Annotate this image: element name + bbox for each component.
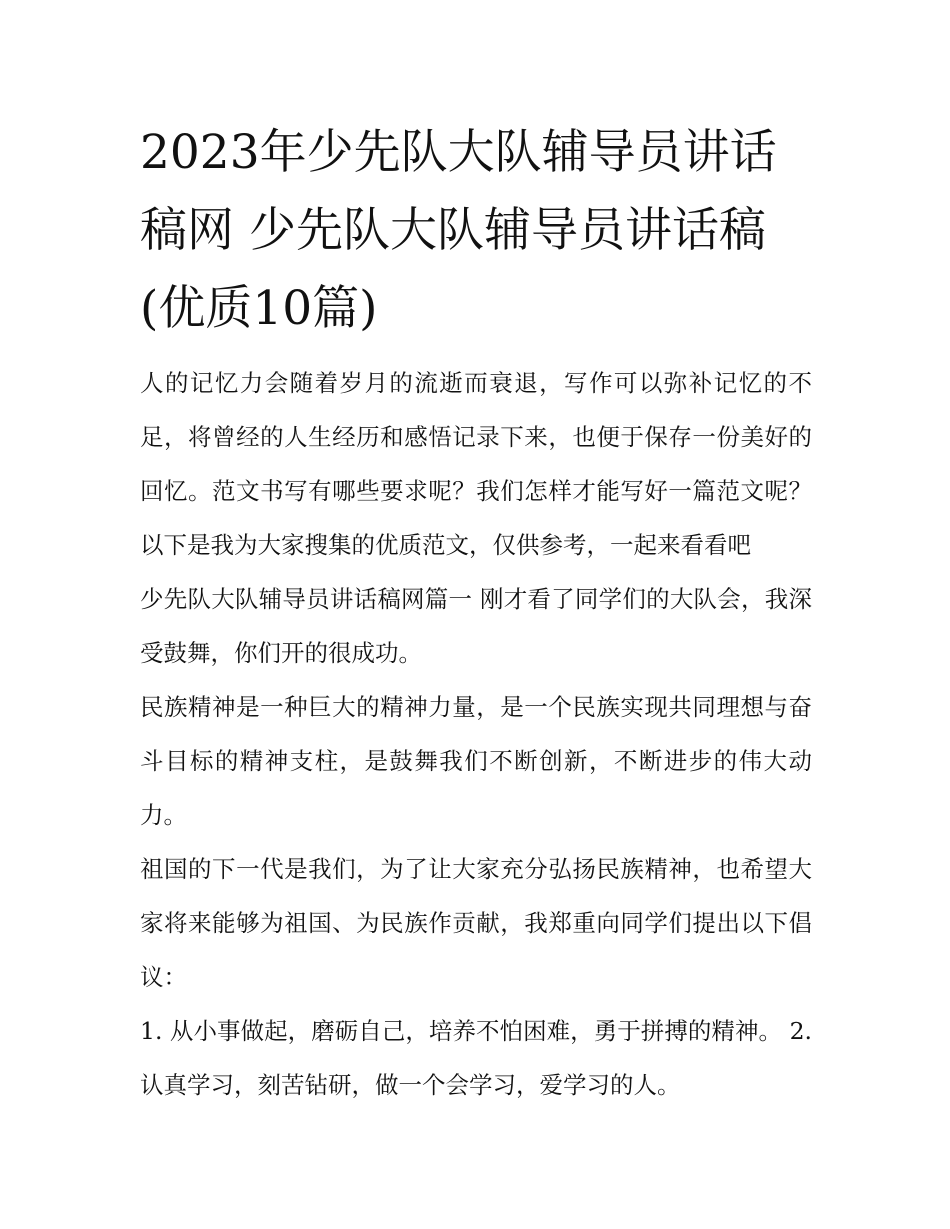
paragraph-proposal: 祖国的下一代是我们，为了让大家充分弘扬民族精神，也希望大家将来能够为祖国、为民族作贡献，我郑重向同学们提出以下倡议：: [140, 855, 812, 991]
document-title: 2023年少先队大队辅导员讲话稿网 少先队大队辅导员讲话稿(优质10篇): [140, 125, 777, 336]
paragraph-national-spirit: 民族精神是一种巨大的精神力量，是一个民族实现共同理想与奋斗目标的精神支柱，是鼓舞我们不断创新，不断进步的伟大动力。: [140, 693, 812, 829]
paragraph-intro: 人的记忆力会随着岁月的流逝而衰退，写作可以弥补记忆的不足，将曾经的人生经历和感悟记录下来，也便于保存一份美好的回忆。范文书写有哪些要求呢？我们怎样才能写好一篇范文呢？以下是我为大家搜集的优质范文，仅供参考，一起来看看吧: [140, 369, 812, 559]
paragraph-proposal-items: 1. 从小事做起，磨砺自己，培养不怕困难，勇于拼搏的精神。 2. 认真学习，刻苦钻研，做一个会学习，爱学习的人。: [140, 1017, 812, 1099]
paragraph-section-one: 少先队大队辅导员讲话稿网篇一 刚才看了同学们的大队会，我深受鼓舞，你们开的很成功。: [140, 585, 812, 667]
document-content: [140, 114, 812, 1112]
